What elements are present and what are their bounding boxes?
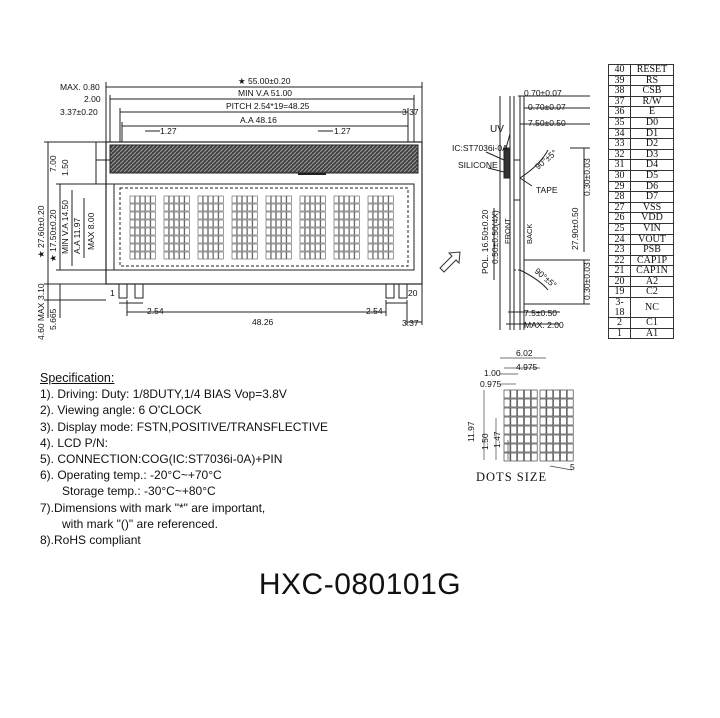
dim-4975: 4.975 (516, 362, 538, 372)
pin-function: RESET (631, 65, 674, 76)
dim-030b: 0.30±0.03 (582, 262, 592, 300)
spec-item: 8).RoHS compliant (40, 533, 141, 548)
dim-070b: 0.70±0.07 (528, 102, 566, 112)
pin-row (609, 107, 674, 118)
dot (524, 426, 530, 434)
pin-row (609, 192, 674, 203)
active-area (120, 188, 408, 266)
dot (518, 417, 524, 425)
dot (560, 399, 566, 407)
pin-number: 34 (609, 128, 631, 139)
dim-aa: A.A 48.16 (240, 115, 277, 125)
pin-function: A1 (631, 328, 674, 339)
pin-number: 40 (609, 65, 631, 76)
pin-function: A2 (631, 276, 674, 287)
pin-number: 32 (609, 149, 631, 160)
dot (511, 426, 517, 434)
dim-070a: 0.70±0.07 (524, 88, 562, 98)
pin-number: 19 (609, 287, 631, 298)
dim-75: 7.5±0.50 (524, 308, 558, 318)
pin-row (609, 160, 674, 171)
pin-number: 31 (609, 160, 631, 171)
dot (547, 408, 553, 416)
dot (531, 399, 537, 407)
dim-minva: MIN V.A 51.00 (238, 88, 293, 98)
dot (554, 453, 560, 461)
pin-row (609, 328, 674, 339)
character-cell (164, 196, 189, 259)
pin-function: D2 (631, 139, 674, 150)
pin-row (609, 86, 674, 97)
dot (560, 435, 566, 443)
cog-strip (110, 145, 418, 173)
front-view (44, 82, 422, 325)
dim-2760: ★ 27.60±0.20 (36, 205, 46, 258)
pin-function: D4 (631, 160, 674, 171)
pin-function: D1 (631, 128, 674, 139)
pin-function: D0 (631, 117, 674, 128)
dot (511, 390, 517, 398)
dim-200: 2.00 (84, 94, 101, 104)
pin-number: 22 (609, 255, 631, 266)
dot (554, 408, 560, 416)
pin-number: 38 (609, 86, 631, 97)
pin-number: 3-18 (609, 298, 631, 318)
dim-2790: 27.90±0.50 (570, 207, 580, 250)
dot (560, 417, 566, 425)
dim-700: 7.00 (48, 155, 58, 172)
dot (511, 417, 517, 425)
dim-460: 4.60 MAX (36, 302, 46, 340)
dot (504, 408, 510, 416)
pin-number: 2 (609, 318, 631, 329)
dim-5665: 5.665 (48, 308, 58, 330)
dot (518, 390, 524, 398)
dot (554, 426, 560, 434)
dot (531, 435, 537, 443)
dot (524, 399, 530, 407)
character-cell (130, 196, 155, 259)
dot (524, 453, 530, 461)
spec-heading: Specification: (40, 371, 115, 385)
dim-pitch: PITCH 2.54*19=48.25 (226, 101, 310, 111)
pin-row (609, 170, 674, 181)
pin-function: E (631, 107, 674, 118)
pin-number: 33 (609, 139, 631, 150)
dot (560, 390, 566, 398)
dot (567, 417, 573, 425)
pin-row (609, 255, 674, 266)
label-back: BACK (525, 223, 534, 244)
dot (540, 453, 546, 461)
pin-number: 30 (609, 170, 631, 181)
pin-number: 26 (609, 213, 631, 224)
dot (518, 453, 524, 461)
dot (560, 453, 566, 461)
label-silicone: SILICONE (458, 160, 498, 170)
dot (531, 417, 537, 425)
dot (540, 390, 546, 398)
dot (518, 426, 524, 434)
dot (504, 444, 510, 452)
pin-function: D3 (631, 149, 674, 160)
pin-row (609, 96, 674, 107)
pin-row (609, 149, 674, 160)
pin-number: 37 (609, 96, 631, 107)
dot (518, 444, 524, 452)
dot (524, 444, 530, 452)
dim-337: 3.37±0.20 (60, 107, 98, 117)
dot (547, 417, 553, 425)
dim-max200: MAX. 2.00 (524, 320, 564, 330)
dot (540, 435, 546, 443)
spec-item: Storage temp.: -30°C~+80°C (62, 484, 216, 499)
label-ic: IC:ST7036i-0A (452, 143, 508, 153)
dot (567, 444, 573, 452)
dot (540, 426, 546, 434)
pin-row (609, 266, 674, 277)
dot (554, 444, 560, 452)
pin-row (609, 65, 674, 76)
dim-310: 3.10 (36, 283, 46, 300)
pin-function: R/W (631, 96, 674, 107)
spec-item: 5). CONNECTION:COG(IC:ST7036i-0A)+PIN (40, 452, 283, 467)
dot (554, 399, 560, 407)
dot (518, 399, 524, 407)
dot (531, 390, 537, 398)
dot (524, 390, 530, 398)
pin-table (608, 64, 674, 339)
angle-2: 90°±5° (532, 265, 559, 291)
dot (518, 408, 524, 416)
character-cell (300, 196, 325, 259)
dim-100: 1.00 (484, 368, 501, 378)
pin-row (609, 234, 674, 245)
spec-item: with mark "()" are referenced. (62, 516, 218, 531)
dot (547, 444, 553, 452)
dot (504, 390, 510, 398)
pin-function: D7 (631, 192, 674, 203)
dot (524, 417, 530, 425)
dim-pin20: 20 (408, 288, 418, 298)
pin-number: 36 (609, 107, 631, 118)
spec-item: 6). Operating temp.: -20°C~+70°C (40, 468, 222, 483)
angle-1: 90°±5° (532, 147, 559, 172)
dot (567, 408, 573, 416)
dim-602: 6.02 (516, 348, 533, 358)
pin-row (609, 287, 674, 298)
pin-number: 35 (609, 117, 631, 128)
dot (518, 435, 524, 443)
pin-function: D5 (631, 170, 674, 181)
dot (554, 435, 560, 443)
dim-127b: 1.27 (334, 126, 351, 136)
dim-minva1450: MIN V.A 14.50 (60, 199, 70, 254)
dot (540, 417, 546, 425)
dots-size-label: DOTS SIZE (476, 470, 548, 484)
character-cell (232, 196, 257, 259)
pin-number: 1 (609, 328, 631, 339)
pin-row (609, 128, 674, 139)
specification-block (40, 370, 370, 548)
dot (560, 426, 566, 434)
character-cells (130, 196, 393, 259)
character-cell (198, 196, 223, 259)
dot (567, 426, 573, 434)
pin-function: VOUT (631, 234, 674, 245)
pin-function: PSB (631, 245, 674, 256)
pin-function: C1 (631, 318, 674, 329)
pin-row (609, 276, 674, 287)
pin-row (609, 223, 674, 234)
pin-function: VIN (631, 223, 674, 234)
dim-150d: 1.50 (480, 433, 490, 450)
dot (547, 453, 553, 461)
label-front: FRONT (503, 218, 512, 244)
dim-337c: 3.37 (402, 318, 419, 328)
dot (531, 408, 537, 416)
pin-number: 21 (609, 266, 631, 277)
dim-4826: 48.26 (252, 317, 274, 327)
pin-row (609, 318, 674, 329)
dot (547, 435, 553, 443)
dot (567, 435, 573, 443)
pin-pad (135, 284, 143, 298)
dim-030a: 0.30±0.03 (582, 158, 592, 196)
pin-row (609, 298, 674, 318)
dot (560, 408, 566, 416)
pin-number: 24 (609, 234, 631, 245)
dim-750: 7.50±0.50 (528, 118, 566, 128)
pin-row (609, 75, 674, 86)
dim-1197: 11.97 (466, 421, 476, 442)
pin-row (609, 117, 674, 128)
pin-number: 20 (609, 276, 631, 287)
dot (511, 399, 517, 407)
dot (531, 444, 537, 452)
pin-function: CAP1N (631, 266, 674, 277)
pin-function: RS (631, 75, 674, 86)
pin-row (609, 245, 674, 256)
dot (511, 435, 517, 443)
dot (540, 444, 546, 452)
character-cell (334, 196, 359, 259)
view-arrow-icon (440, 252, 460, 272)
dot (504, 435, 510, 443)
dot (547, 399, 553, 407)
model-number: HXC-080101G (258, 568, 462, 601)
dot (531, 426, 537, 434)
dim-5: 5 (570, 462, 575, 472)
pin-function: CSB (631, 86, 674, 97)
dot (504, 426, 510, 434)
dim-aa1197: A.A 11.97 (72, 217, 82, 254)
character-cell (368, 196, 393, 259)
pin-function: CAP1P (631, 255, 674, 266)
dim-pin1: 1 (110, 288, 115, 298)
dot (504, 399, 510, 407)
dot (531, 453, 537, 461)
pin-number: 39 (609, 75, 631, 86)
spec-item: 4). LCD P/N: (40, 435, 109, 450)
dot (540, 399, 546, 407)
label-uv: UV (490, 124, 504, 135)
pin-function: D6 (631, 181, 674, 192)
spec-item: 2). Viewing angle: 6 O'CLOCK (40, 403, 202, 418)
spec-item: 1). Driving: Duty: 1/8DUTY,1/4 BIAS Vop=3.8V (40, 387, 287, 402)
dot (567, 390, 573, 398)
pin-pad (399, 284, 407, 298)
pin-function: C2 (631, 287, 674, 298)
pin-row (609, 181, 674, 192)
pin-number: 29 (609, 181, 631, 192)
dot (511, 453, 517, 461)
dim-127a: 1.27 (160, 126, 177, 136)
pin-function: VSS (631, 202, 674, 213)
dot (504, 417, 510, 425)
label-tape: TAPE (536, 185, 558, 195)
pin-number: 23 (609, 245, 631, 256)
dot (511, 408, 517, 416)
pin-number: 27 (609, 202, 631, 213)
pin-row (609, 202, 674, 213)
dim-150: 1.50 (60, 159, 70, 176)
dim-max800: MAX 8.00 (86, 212, 96, 250)
dim-pol: POL. 16.50±0.20 (480, 209, 490, 274)
spec-item: 7).Dimensions with mark "*" are important, (40, 500, 266, 515)
dim-337b: 3.37 (402, 107, 419, 117)
spec-item: 3). Display mode: FSTN,POSITIVE/TRANSFLECTIVE (40, 419, 329, 434)
dot (524, 408, 530, 416)
dot (554, 390, 560, 398)
dim-254a: 2.54 (147, 306, 164, 316)
dot (560, 444, 566, 452)
dot (540, 408, 546, 416)
dim-0975: 0.975 (480, 379, 502, 389)
pin-row (609, 139, 674, 150)
dot (547, 390, 553, 398)
pin-pad (386, 284, 394, 298)
character-cell (266, 196, 291, 259)
pin-number: 28 (609, 192, 631, 203)
dim-55: ★ 55.00±0.20 (238, 76, 291, 86)
dot (504, 453, 510, 461)
dot (547, 426, 553, 434)
pin-pad (119, 284, 127, 298)
dim-254b: 2.54 (366, 306, 383, 316)
pin-function: NC (631, 298, 674, 318)
dim-050: 0.50±0.50(4X) (490, 210, 500, 264)
dot (554, 417, 560, 425)
dot (511, 444, 517, 452)
dim-147: 1.47 (492, 431, 502, 448)
dot (567, 399, 573, 407)
dim-1750: ★ 17.50±0.20 (48, 209, 58, 262)
dim-max080: MAX. 0.80 (60, 82, 100, 92)
dot (567, 453, 573, 461)
dot (524, 435, 530, 443)
pin-function: VDD (631, 213, 674, 224)
pin-row (609, 213, 674, 224)
pin-number: 25 (609, 223, 631, 234)
